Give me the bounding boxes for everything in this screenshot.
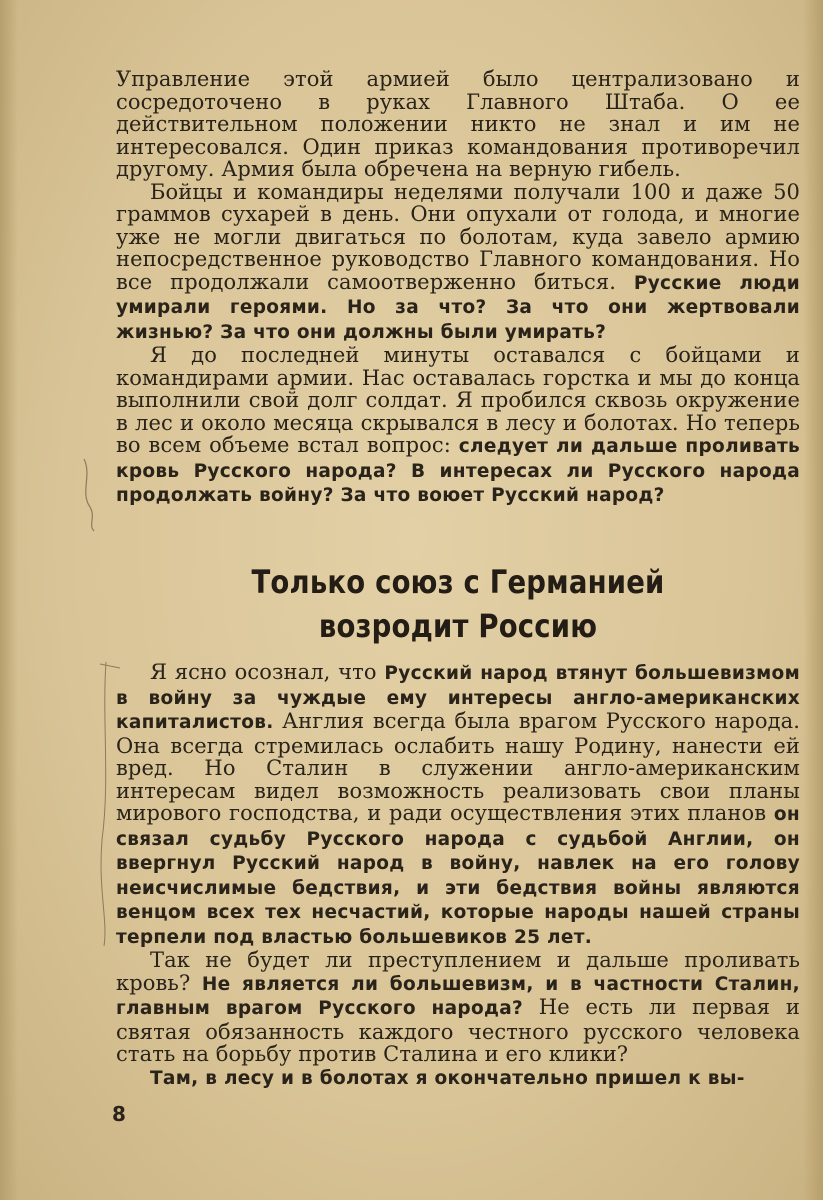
heading-line-2: возродит Россию bbox=[318, 607, 598, 645]
text-run: Англия всегда была врагом Русского народа. Она всегда стремилась ослабить нашу Родину, нанести ей вред. Но Сталин в служении англо-американским интересам видел возможность реализовать свои планы мирового господства, и ради осуществления этих планов bbox=[116, 709, 800, 825]
text-run: Бойцы и командиры неделями получали 100 и даже 50 граммов сухарей в день. Они опухали от голода, и многие уже не могли двигаться по болотам, куда завело армию непосредственное руководство Главного командования. Но все продолжали самоотверженно биться. bbox=[116, 179, 800, 294]
paragraph bbox=[116, 661, 800, 949]
page-edge-right bbox=[803, 0, 823, 1200]
bold-text-run: он связал судьбу Русского народа с судьбой Англии, он ввергнул Русский народ в войну, навлек на его голову неисчислимые бедствия, и эти бедствия войны являются венцом всех тех несчастий, которые народы нашей страны терпели под властью большевиков 25 лет. bbox=[116, 804, 800, 948]
text-run: Не есть ли первая и святая обязанность каждого честного русского человека стать на борьбу против Сталина и его клики? bbox=[116, 995, 800, 1066]
paragraph bbox=[116, 1066, 800, 1091]
text-run: Так не будет ли преступлением и дальше проливать кровь? bbox=[116, 948, 800, 995]
section-heading bbox=[164, 560, 752, 648]
bold-text-run: Там, в лесу и в болотах я окончательно пришел к вы- bbox=[150, 1067, 745, 1089]
text-run: Управление этой армией было централизовано и сосредоточено в руках Главного Штаба. О ее действительном положении никто не знал и им не интересовался. Один приказ командования противоречил другому. Армия была обречена на верную гибель. bbox=[116, 67, 800, 181]
paragraph bbox=[116, 181, 800, 345]
bold-text-run: следует ли дальше проливать кровь Русского народа? В интересах ли Русского народа продолжать войну? За что воюет Русский народ? bbox=[116, 436, 800, 506]
text-run: Я ясно осознал, что bbox=[150, 660, 385, 684]
paragraph bbox=[116, 68, 800, 181]
paragraph bbox=[116, 344, 800, 508]
text-block-top bbox=[116, 68, 800, 508]
bold-text-run: Русский народ втянут большевизмом в войну за чуждые ему интересы англо-американских капиталистов. bbox=[116, 663, 800, 733]
heading-line-1: Только союз с Германией bbox=[251, 563, 665, 601]
text-block-bottom bbox=[116, 661, 800, 1090]
text-run: Я до последней минуты оставался с бойцами и командирами армии. Нас оставалась горстка и мы до конца выполнили свой долг солдат. Я пробился сквозь окружение в лес и около месяца скрывался в лесу и болотах. Но теперь во всем объеме встал вопрос: bbox=[116, 343, 800, 457]
pencil-margin-mark-upper bbox=[78, 455, 118, 535]
page-edge-left bbox=[0, 0, 18, 1200]
bold-text-run: Русские люди умирали героями. Но за что? За что они жертвовали жизнью? За что они должны были умирать? bbox=[116, 272, 800, 343]
page-number: 8 bbox=[112, 1102, 126, 1126]
bold-text-run: Не является ли большевизм, и в частности Сталин, главным врагом Русского народа? bbox=[116, 973, 800, 1019]
paragraph bbox=[116, 949, 800, 1066]
